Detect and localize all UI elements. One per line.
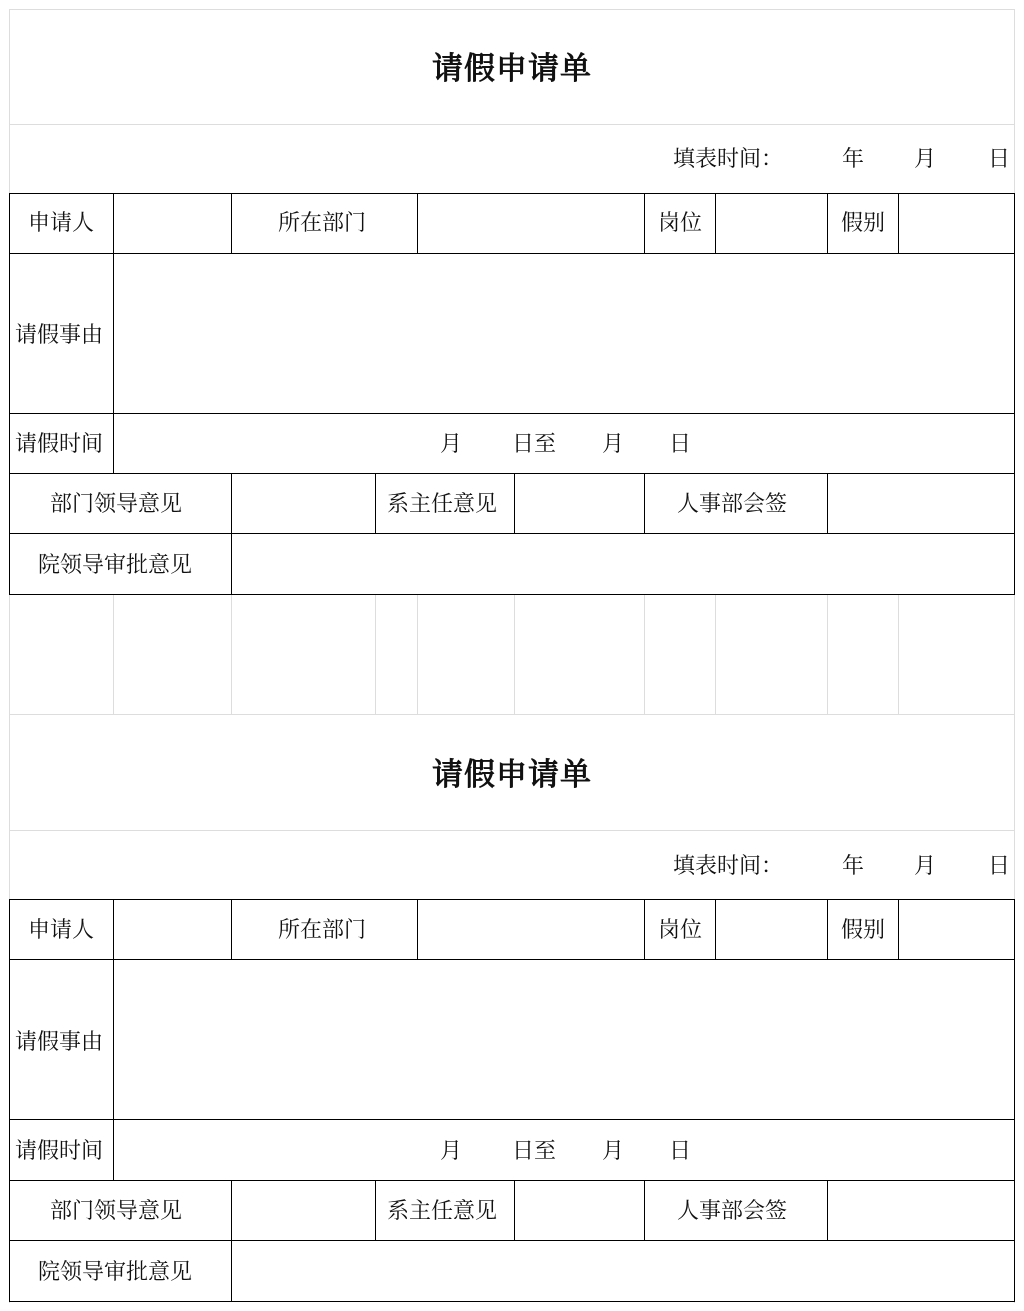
department-label: 所在部门 xyxy=(278,918,367,943)
fill-time-label: 填表时间： xyxy=(673,147,784,172)
leave-time-day-to: 日至 xyxy=(512,1139,557,1164)
position-label: 岗位 xyxy=(658,211,703,236)
leave-time-day-to: 日至 xyxy=(512,432,557,457)
leave-time-month-start: 月 xyxy=(440,432,463,457)
position-input[interactable] xyxy=(716,900,827,959)
leave-type-input[interactable] xyxy=(899,194,1014,253)
position-input[interactable] xyxy=(716,194,827,253)
leave-time-input[interactable] xyxy=(114,414,1014,473)
college-leader-label: 院领导审批意见 xyxy=(38,553,193,578)
dept-leader-input[interactable] xyxy=(232,1181,375,1240)
hr-sign-input[interactable] xyxy=(828,1181,1014,1240)
dept-director-input[interactable] xyxy=(515,1181,644,1240)
reason-input[interactable] xyxy=(114,254,1014,413)
applicant-label: 申请人 xyxy=(28,918,95,943)
fill-time-month: 月 xyxy=(914,854,937,879)
applicant-input[interactable] xyxy=(114,900,231,959)
leave-time-month-end: 月 xyxy=(602,432,625,457)
department-label: 所在部门 xyxy=(278,211,367,236)
college-leader-label: 院领导审批意见 xyxy=(38,1260,193,1285)
form-title: 请假申请单 xyxy=(432,51,592,87)
reason-input[interactable] xyxy=(114,960,1014,1119)
college-leader-input[interactable] xyxy=(232,534,1014,594)
applicant-label: 申请人 xyxy=(28,211,95,236)
fill-time-day: 日 xyxy=(988,147,1011,172)
college-leader-input[interactable] xyxy=(232,1241,1014,1301)
fill-time-month: 月 xyxy=(914,147,937,172)
fill-time-year: 年 xyxy=(842,147,865,172)
leave-time-label: 请假时间 xyxy=(15,1139,104,1164)
department-input[interactable] xyxy=(418,194,644,253)
hr-sign-label: 人事部会签 xyxy=(677,1199,788,1224)
leave-type-label: 假别 xyxy=(841,211,886,236)
position-label: 岗位 xyxy=(658,918,703,943)
leave-time-month-end: 月 xyxy=(602,1139,625,1164)
leave-type-input[interactable] xyxy=(899,900,1014,959)
leave-time-month-start: 月 xyxy=(440,1139,463,1164)
fill-time-year: 年 xyxy=(842,854,865,879)
leave-time-day-end: 日 xyxy=(669,1139,692,1164)
department-input[interactable] xyxy=(418,900,644,959)
leave-type-label: 假别 xyxy=(841,918,886,943)
reason-label: 请假事由 xyxy=(15,1030,104,1055)
leave-time-label: 请假时间 xyxy=(15,432,104,457)
dept-leader-input[interactable] xyxy=(232,474,375,533)
leave-time-input[interactable] xyxy=(114,1120,1014,1180)
applicant-input[interactable] xyxy=(114,194,231,253)
form-title: 请假申请单 xyxy=(432,757,592,793)
dept-director-input[interactable] xyxy=(515,474,644,533)
fill-time-label: 填表时间： xyxy=(673,854,784,879)
dept-director-label: 系主任意见 xyxy=(387,1199,498,1224)
dept-leader-label: 部门领导意见 xyxy=(50,492,183,517)
dept-director-label: 系主任意见 xyxy=(387,492,498,517)
reason-label: 请假事由 xyxy=(15,323,104,348)
fill-time-day: 日 xyxy=(988,854,1011,879)
leave-time-day-end: 日 xyxy=(669,432,692,457)
hr-sign-label: 人事部会签 xyxy=(677,492,788,517)
dept-leader-label: 部门领导意见 xyxy=(50,1199,183,1224)
hr-sign-input[interactable] xyxy=(828,474,1014,533)
